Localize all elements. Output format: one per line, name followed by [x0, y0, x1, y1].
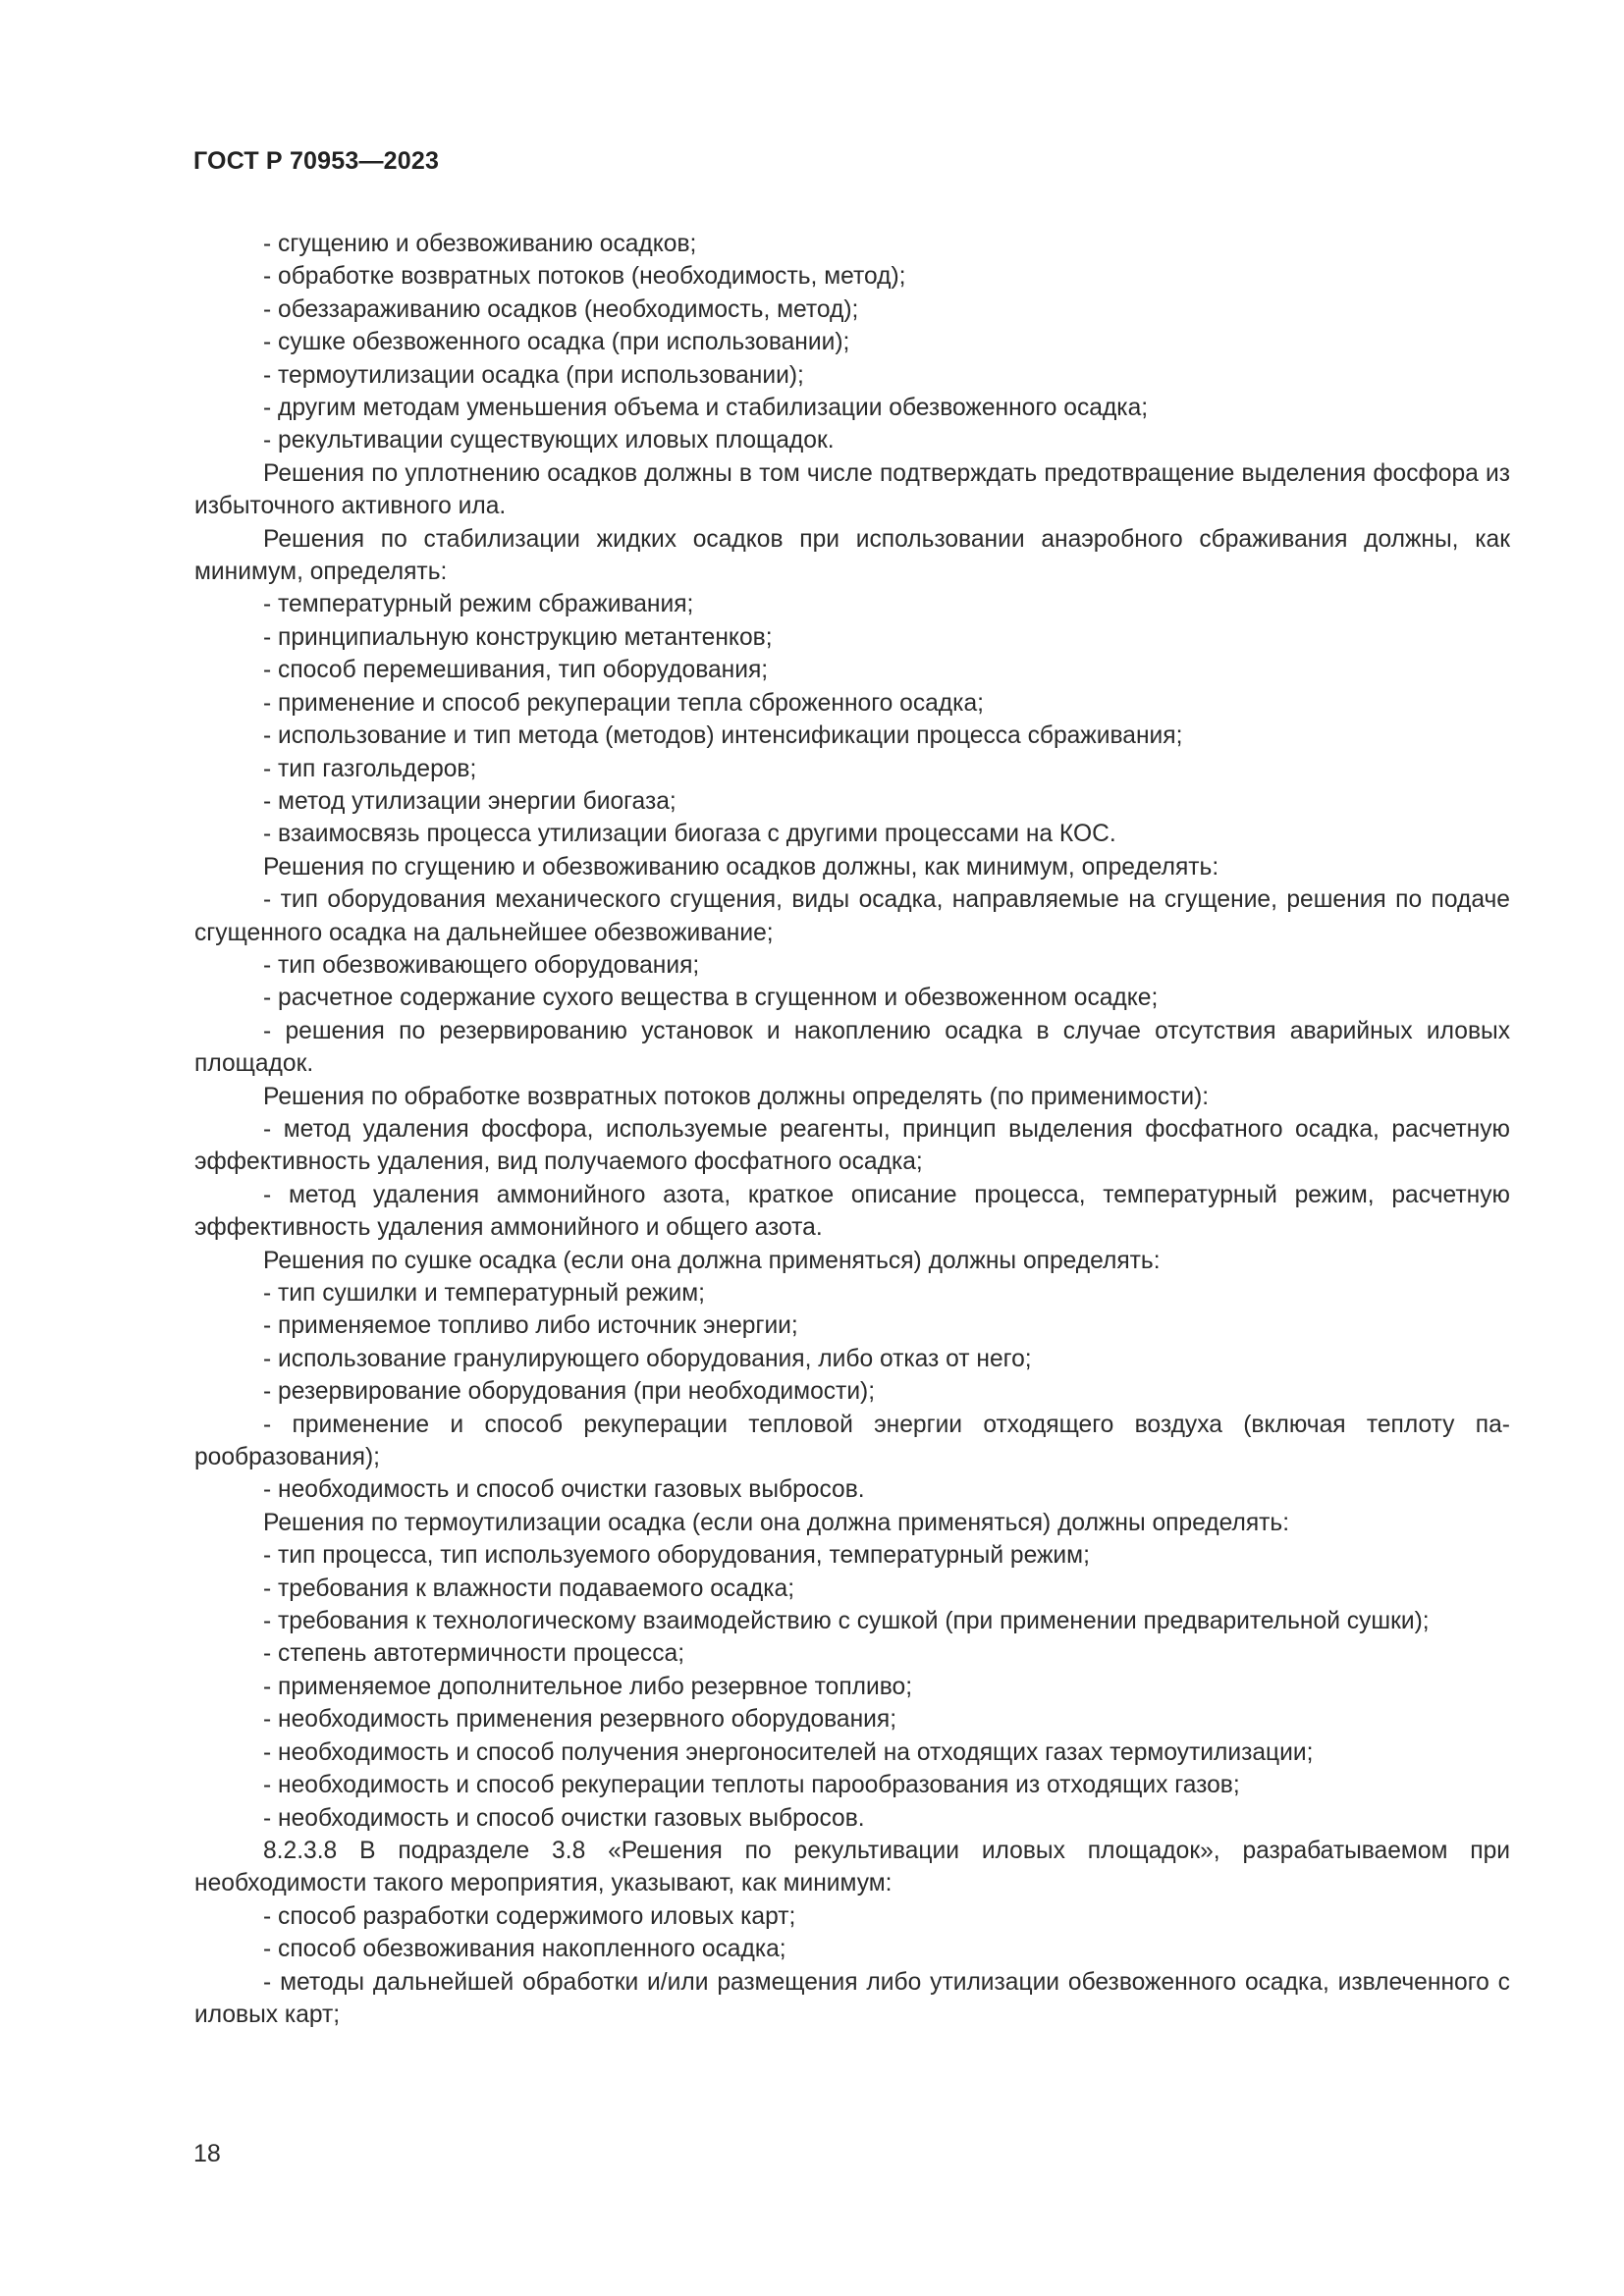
- list-item: [194, 1113, 1510, 1179]
- paragraph: 8.2.3.8 В подразделе 3.8 «Решения по рекультивации иловых площадок», разрабатываемом при необходимости такого мероприятия, указывают, как минимум:: [194, 1837, 1510, 1897]
- list-item-text: требования к влажности подаваемого осадка;: [278, 1575, 795, 1602]
- list-dash: -: [263, 886, 272, 914]
- list-dash: -: [263, 1902, 272, 1930]
- list-dash: -: [263, 1411, 272, 1438]
- list-item-text: рекультивации существующих иловых площадок.: [278, 427, 835, 454]
- list-item-text: степень автотермичности процесса;: [278, 1640, 685, 1668]
- list-dash: -: [263, 1115, 272, 1143]
- list-dash: -: [263, 231, 272, 257]
- list-item: [194, 687, 1510, 720]
- list-item: [194, 294, 1510, 326]
- list-item-text: требования к технологическому взаимодействию с сушкой (при применении предварительной сушки);: [278, 1608, 1430, 1635]
- list-item: [194, 392, 1510, 424]
- list-dash: -: [263, 295, 272, 323]
- list-item: [194, 785, 1510, 818]
- list-dash: -: [263, 1804, 272, 1832]
- list-item-text: резервирование оборудования (при необходимости);: [278, 1378, 876, 1406]
- list-dash: -: [263, 623, 272, 651]
- list-dash: -: [263, 1673, 272, 1700]
- list-item: [194, 1671, 1510, 1703]
- list-dash: -: [263, 1181, 272, 1208]
- list-item-text: использование и тип метода (методов) интенсификации процесса сбраживания;: [278, 722, 1183, 750]
- list-dash: -: [263, 361, 272, 389]
- list-item-text: необходимость и способ рекуперации теплоты парообразования из отходящих газов;: [278, 1772, 1240, 1799]
- list-dash: -: [263, 951, 272, 979]
- list-item-text: необходимость и способ очистки газовых выбросов.: [278, 1476, 865, 1504]
- list-dash: -: [263, 591, 272, 618]
- list-item: [194, 1015, 1510, 1081]
- list-item: [194, 1605, 1510, 1637]
- list-item: [194, 621, 1510, 654]
- paragraph: Решения по термоутилизации осадка (если она должна применяться) должны определять:: [263, 1509, 1290, 1536]
- list-item: [194, 1900, 1510, 1933]
- list-item-text: применение и способ рекуперации тепла сброженного осадка;: [278, 689, 984, 717]
- list-item: [194, 1637, 1510, 1670]
- list-dash: -: [263, 1706, 272, 1734]
- list-item: [194, 588, 1510, 620]
- list-item: [194, 1343, 1510, 1375]
- list-item-text: метод удаления фосфора, используемые реагенты, принцип выделения фосфатного осадка, расчетную эффективность удаления, вид получаемого фосфатного осадка;: [194, 1115, 1510, 1176]
- list-dash: -: [263, 1476, 272, 1504]
- paragraph: Решения по обработке возвратных потоков должны определять (по применимости):: [263, 1083, 1210, 1110]
- list-item: [194, 1309, 1510, 1342]
- list-dash: -: [263, 1345, 272, 1372]
- document-body: [194, 228, 1510, 2031]
- list-item-text: тип газгольдеров;: [278, 755, 477, 782]
- list-item: [194, 424, 1510, 456]
- list-item-text: обеззараживанию осадков (необходимость, метод);: [278, 295, 859, 323]
- list-item-text: методы дальнейшей обработки и/или размещения либо утилизации обезвоженного осадка, извлеченного с иловых карт;: [194, 1968, 1510, 2028]
- list-dash: -: [263, 985, 272, 1012]
- list-item: [194, 1769, 1510, 1801]
- list-item-text: тип оборудования механического сгущения, виды осадка, направляемые на сгущение, решения по подаче сгущенного осадка на дальнейшее обезвоживание;: [194, 886, 1510, 946]
- list-dash: -: [263, 427, 272, 454]
- paragraph: Решения по сгущению и обезвоживанию осадков должны, как минимум, определять:: [263, 853, 1219, 881]
- list-item-text: тип сушилки и температурный режим;: [278, 1280, 705, 1307]
- list-item-text: применяемое топливо либо источник энергии;: [278, 1312, 798, 1340]
- list-dash: -: [263, 1640, 272, 1668]
- list-dash: -: [263, 263, 272, 291]
- list-item-text: температурный режим сбраживания;: [278, 591, 694, 618]
- list-dash: -: [263, 1312, 272, 1340]
- list-item-text: решения по резервированию установок и накоплению осадка в случае отсутствия аварийных иловых площадок.: [194, 1017, 1510, 1078]
- list-dash: -: [263, 657, 272, 684]
- list-dash: -: [263, 1738, 272, 1766]
- list-item-text: тип процесса, тип используемого оборудования, температурный режим;: [278, 1542, 1090, 1570]
- list-item: [194, 753, 1510, 785]
- list-item-text: способ перемешивания, тип оборудования;: [278, 657, 769, 684]
- list-item-text: метод удаления аммонийного азота, краткое описание процесса, температурный режим, расчетную эффективность удаления аммонийного и общего азота.: [194, 1181, 1510, 1242]
- list-dash: -: [263, 329, 272, 356]
- list-item: [194, 1277, 1510, 1309]
- list-item: [194, 1473, 1510, 1506]
- document-header: ГОСТ Р 70953—2023: [193, 147, 440, 175]
- list-dash: -: [263, 755, 272, 782]
- list-item: [194, 982, 1510, 1014]
- list-dash: -: [263, 787, 272, 815]
- list-item-text: сгущению и обезвоживанию осадков;: [278, 231, 697, 257]
- list-dash: -: [263, 1017, 272, 1044]
- list-item: [194, 1179, 1510, 1245]
- list-dash: -: [263, 1575, 272, 1602]
- list-item-text: расчетное содержание сухого вещества в сгущенном и обезвоженном осадке;: [278, 985, 1159, 1012]
- list-item: [194, 228, 1510, 260]
- list-item-text: необходимость и способ очистки газовых выбросов.: [278, 1804, 865, 1832]
- list-item-text: обработке возвратных потоков (необходимость, метод);: [278, 263, 906, 291]
- list-item-text: необходимость применения резервного оборудования;: [278, 1706, 897, 1734]
- list-item: [194, 720, 1510, 752]
- list-item-text: сушке обезвоженного осадка (при использовании);: [278, 329, 850, 356]
- list-item-text: метод утилизации энергии биогаза;: [278, 787, 677, 815]
- page-number: 18: [193, 2140, 221, 2167]
- list-item-text: принципиальную конструкцию метантенков;: [278, 623, 773, 651]
- paragraph: Решения по стабилизации жидких осадков при использовании анаэробного сбраживания должны, как минимум, определять:: [194, 525, 1510, 586]
- list-item: [194, 260, 1510, 293]
- list-dash: -: [263, 1608, 272, 1635]
- list-item-text: тип обезвоживающего оборудования;: [278, 951, 700, 979]
- list-item-text: применение и способ рекуперации тепловой энергии отходящего воздуха (включая теплоту парообразования);: [194, 1411, 1510, 1471]
- list-item-text: другим методам уменьшения объема и стабилизации обезвоженного осадка;: [278, 395, 1149, 422]
- list-item: [194, 949, 1510, 982]
- list-dash: -: [263, 395, 272, 422]
- list-dash: -: [263, 1936, 272, 1963]
- list-item-text: способ обезвоживания накопленного осадка;: [278, 1936, 786, 1963]
- list-item: [194, 326, 1510, 358]
- list-item-text: термоутилизации осадка (при использовании);: [278, 361, 804, 389]
- paragraph: Решения по уплотнению осадков должны в том числе подтверждать предотвращение выделения фосфора из избыточного активного ила.: [194, 459, 1510, 520]
- paragraph: Решения по сушке осадка (если она должна применяться) должны определять:: [263, 1247, 1161, 1274]
- list-item: [194, 1703, 1510, 1735]
- list-item-text: способ разработки содержимого иловых карт;: [278, 1902, 796, 1930]
- list-item: [194, 654, 1510, 686]
- list-item: [194, 359, 1510, 392]
- list-item: [194, 1966, 1510, 2032]
- list-dash: -: [263, 689, 272, 717]
- list-item-text: использование гранулирующего оборудования, либо отказ от него;: [278, 1345, 1032, 1372]
- list-dash: -: [263, 1542, 272, 1570]
- list-item: [194, 818, 1510, 850]
- list-item: [194, 1736, 1510, 1769]
- list-item: [194, 1573, 1510, 1605]
- list-dash: -: [263, 1378, 272, 1406]
- list-item-text: взаимосвязь процесса утилизации биогаза с другими процессами на КОС.: [278, 821, 1116, 848]
- list-item: [194, 1409, 1510, 1474]
- list-dash: -: [263, 1772, 272, 1799]
- list-item: [194, 1933, 1510, 1965]
- list-dash: -: [263, 722, 272, 750]
- list-item: [194, 1375, 1510, 1408]
- list-item-text: необходимость и способ получения энергоносителей на отходящих газах термоутилизации;: [278, 1738, 1314, 1766]
- list-item-text: применяемое дополнительное либо резервное топливо;: [278, 1673, 913, 1700]
- list-dash: -: [263, 821, 272, 848]
- list-item: [194, 1802, 1510, 1835]
- list-dash: -: [263, 1968, 272, 1996]
- list-dash: -: [263, 1280, 272, 1307]
- list-item: [194, 1539, 1510, 1572]
- list-item: [194, 883, 1510, 949]
